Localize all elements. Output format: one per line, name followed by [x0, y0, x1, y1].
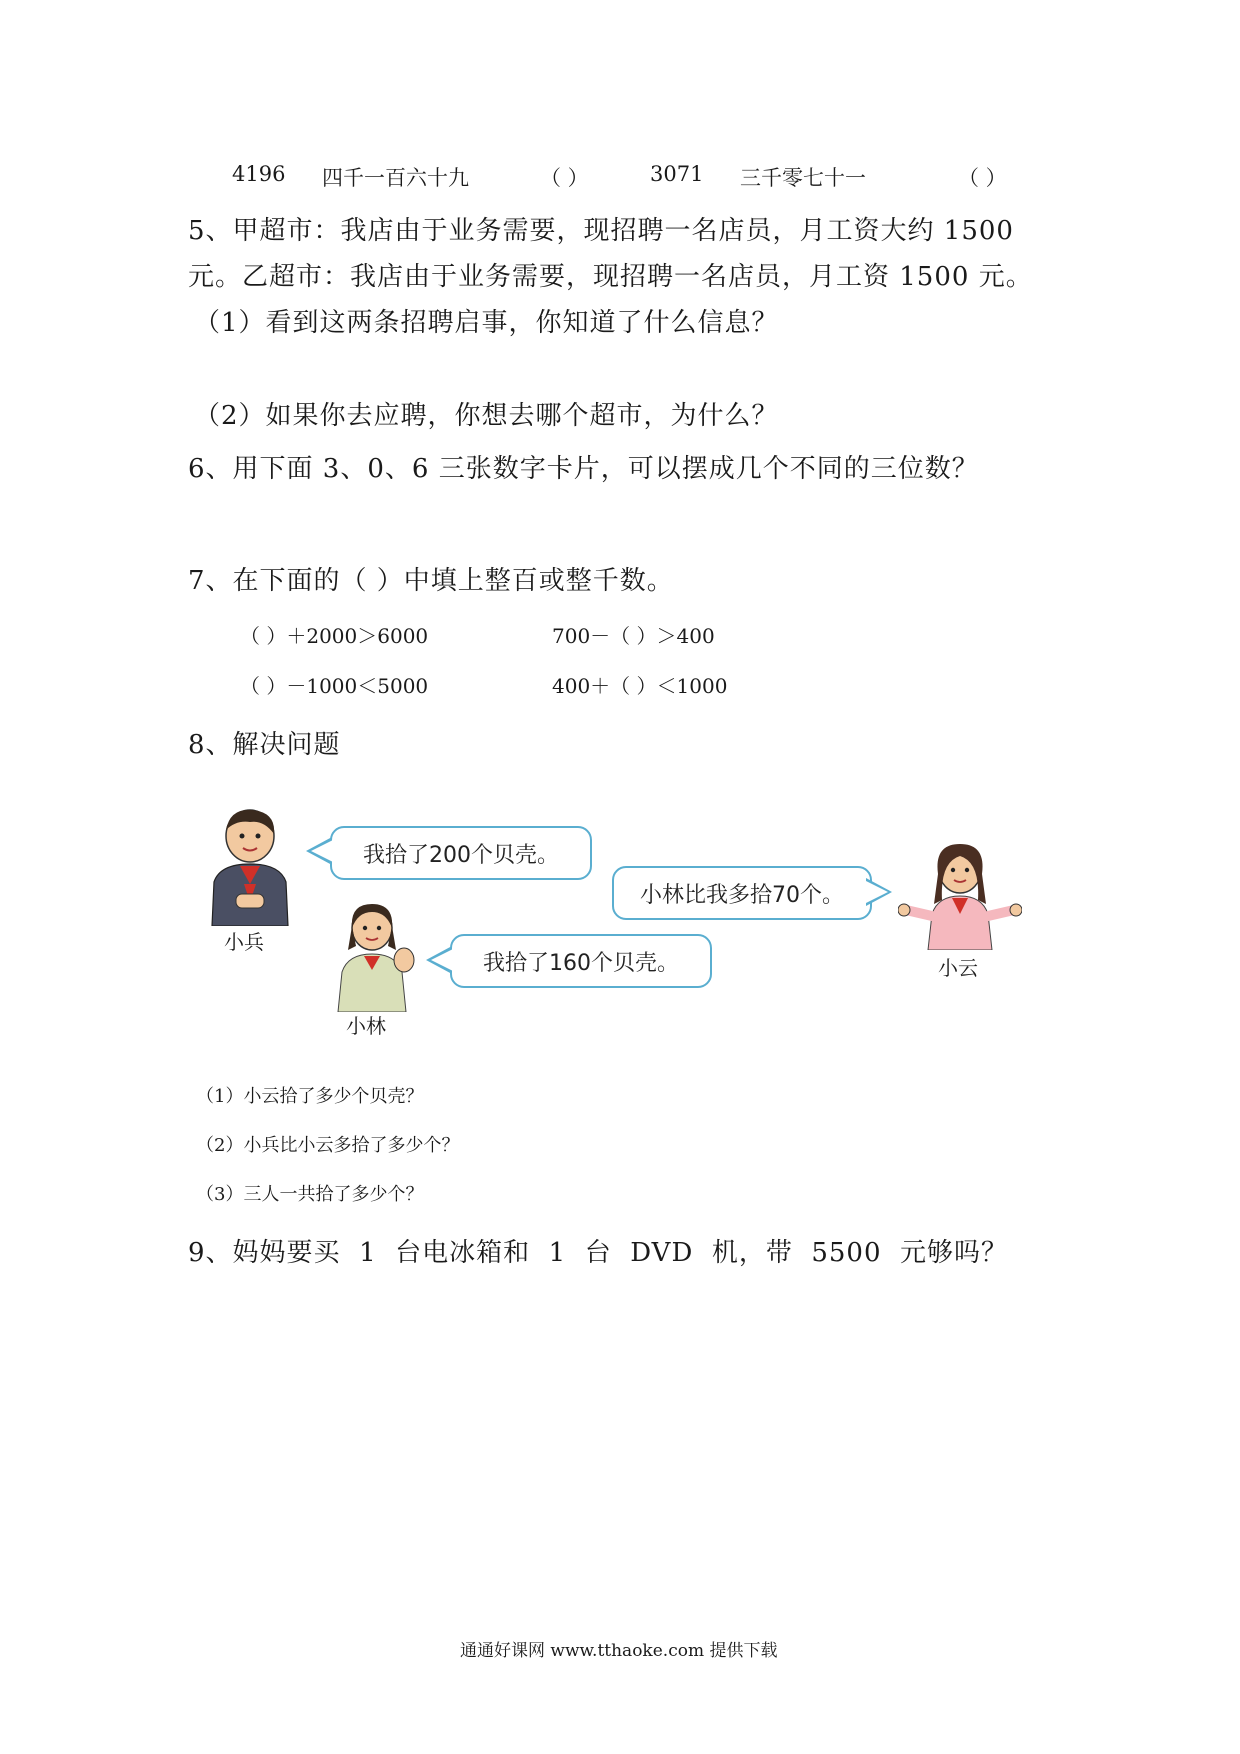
speech-bubble-xiaobing: 我拾了200个贝壳。: [330, 826, 592, 880]
name-xiaolin: 小林: [346, 1014, 386, 1038]
q8-title: 8、解决问题: [188, 730, 341, 760]
footer-text: 通通好课网 www.tthaoke.com 提供下载: [460, 1641, 778, 1661]
q8-sub3: （3）三人一共拾了多少个？: [196, 1184, 424, 1205]
speech-bubble-xiaolin: 我拾了160个贝壳。: [450, 934, 712, 988]
q5-sub2: （2）如果你去应聘，你想去哪个超市，为什么？: [194, 401, 779, 431]
words-4196: 四千一百六十九: [322, 166, 469, 190]
number-4196: 4196: [232, 162, 286, 186]
q7-eq1: （ ）＋2000＞6000: [240, 624, 429, 648]
q7-eq4: 400＋（ ）＜1000: [552, 674, 728, 698]
q7-text: 7、在下面的（ ）中填上整百或整千数。: [188, 566, 674, 596]
girl-xiaolin-illustration: [330, 900, 420, 1012]
boy-xiaobing-illustration: [200, 806, 300, 926]
bubble1-tail-inner: [311, 840, 333, 862]
q8-sub2: （2）小兵比小云多拾了多少个？: [196, 1135, 460, 1156]
words-3071: 三千零七十一: [740, 166, 866, 190]
answer-paren-1: （ ）: [540, 166, 589, 190]
q6-text: 6、用下面 3、0、6 三张数字卡片，可以摆成几个不同的三位数？: [188, 454, 979, 484]
bubble2-tail-inner: [866, 881, 888, 903]
q7-eq3: （ ）－1000＜5000: [240, 674, 429, 698]
q7-eq2: 700－（ ）＞400: [552, 624, 715, 648]
girl-xiaoyun-illustration: [898, 840, 1022, 950]
name-xiaobing: 小兵: [224, 930, 264, 954]
number-3071: 3071: [650, 162, 704, 186]
answer-paren-2: （ ）: [958, 166, 1007, 190]
q8-sub1: （1）小云拾了多少个贝壳？: [196, 1086, 424, 1107]
bubble3-tail-inner: [431, 949, 453, 971]
speech-bubble-xiaoyun: 小林比我多拾70个。: [612, 866, 872, 920]
name-xiaoyun: 小云: [938, 956, 978, 980]
q9-text: 9、妈妈要买 1 台电冰箱和 1 台 DVD 机，带 5500 元够吗？: [188, 1238, 1009, 1268]
q5-line1: 5、甲超市：我店由于业务需要，现招聘一名店员，月工资大约 1500: [188, 216, 1014, 246]
q5-sub1: （1）看到这两条招聘启事，你知道了什么信息？: [194, 308, 779, 338]
q5-line2: 元。乙超市：我店由于业务需要，现招聘一名店员，月工资 1500 元。: [188, 262, 1033, 292]
